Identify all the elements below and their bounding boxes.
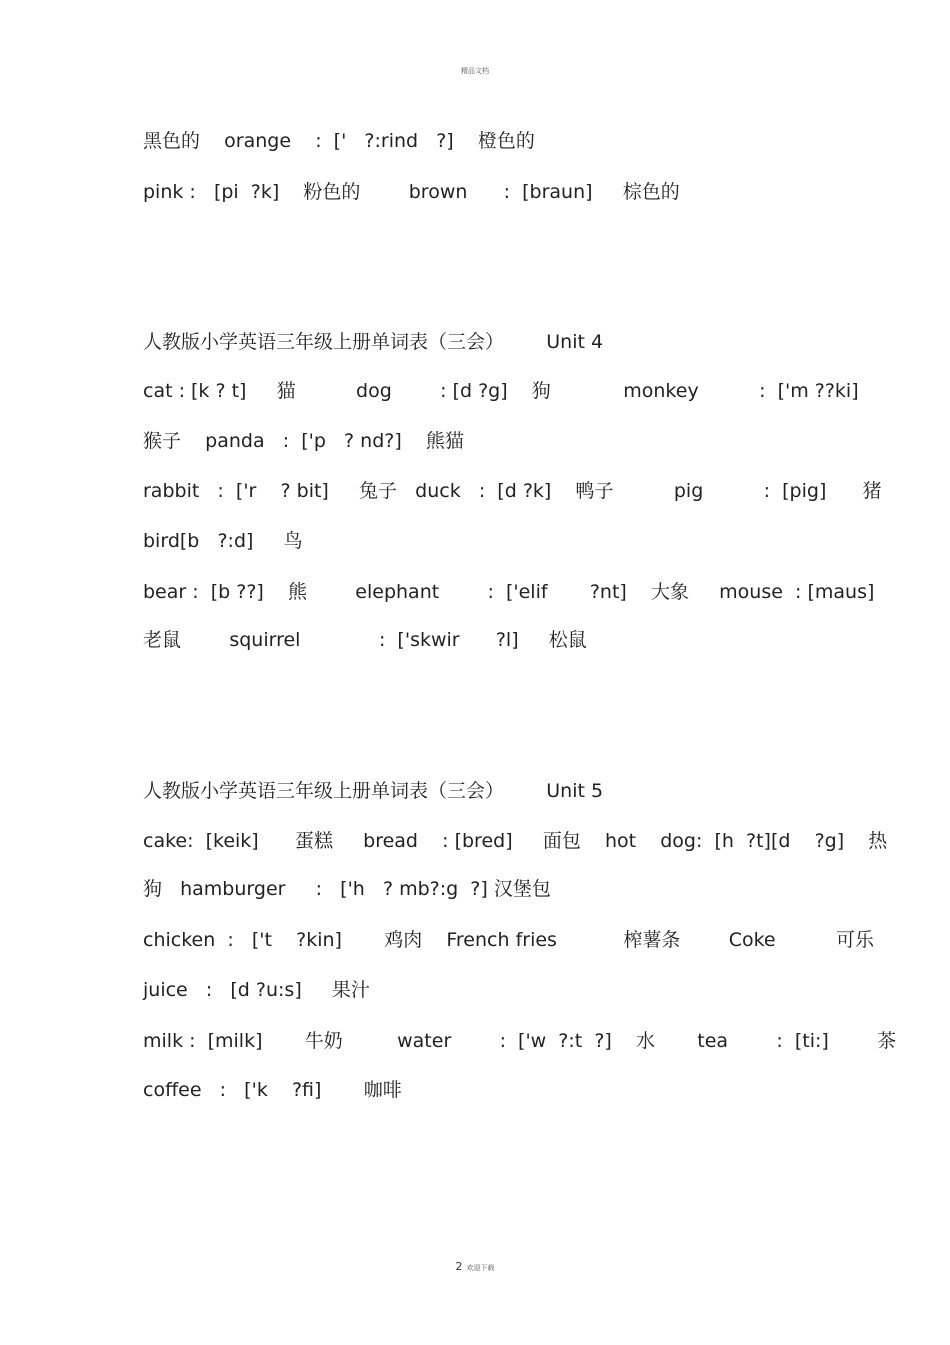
- page-header: 精品文档: [461, 67, 489, 75]
- page-footer: [0, 1260, 950, 1273]
- text-line: cat : [k ? t] 猫 dog : [d ?g] 狗 monkey : ['m ??ki]: [143, 380, 859, 402]
- page-number: 2: [455, 1260, 463, 1273]
- text-line: bear : [b ??] 熊 elephant : ['elif ?nt] 大象 mouse : [maus]: [143, 581, 875, 603]
- text-line: juice : [d ?u:s] 果汁: [143, 979, 370, 1001]
- section-heading: 人教版小学英语三年级上册单词表（三会） Unit 4: [143, 331, 604, 353]
- footer-text: 欢迎下载: [466, 1264, 495, 1272]
- text-line: 狗 hamburger : ['h ? mb?:g ?] 汉堡包: [143, 878, 551, 900]
- text-line: coffee : ['k ?fi] 咖啡: [143, 1079, 402, 1101]
- text-line: 老鼠 squirrel : ['skwir ?l] 松鼠: [143, 629, 587, 651]
- text-line: cake: [keik] 蛋糕 bread : [bred] 面包 hot dog: [h ?t][d ?g] 热: [143, 830, 888, 852]
- text-line: 猴子 panda : ['p ? nd?] 熊猫: [143, 430, 464, 452]
- text-line: 黑色的 orange : [' ?:rind ?] 橙色的: [143, 130, 535, 152]
- text-line: chicken : ['t ?kin] 鸡肉 French fries 榨薯条 Coke 可乐: [143, 929, 874, 951]
- text-line: pink : [pi ?k] 粉色的 brown : [braun] 棕色的: [143, 181, 680, 203]
- section-heading: 人教版小学英语三年级上册单词表（三会） Unit 5: [143, 780, 604, 802]
- text-line: bird[b ?:d] 鸟: [143, 530, 303, 552]
- text-line: milk : [milk] 牛奶 water : ['w ?:t ?] 水 tea : [ti:] 茶: [143, 1030, 897, 1052]
- text-line: rabbit : ['r ? bit] 兔子 duck : [d ?k] 鸭子 pig : [pig] 猪: [143, 480, 882, 502]
